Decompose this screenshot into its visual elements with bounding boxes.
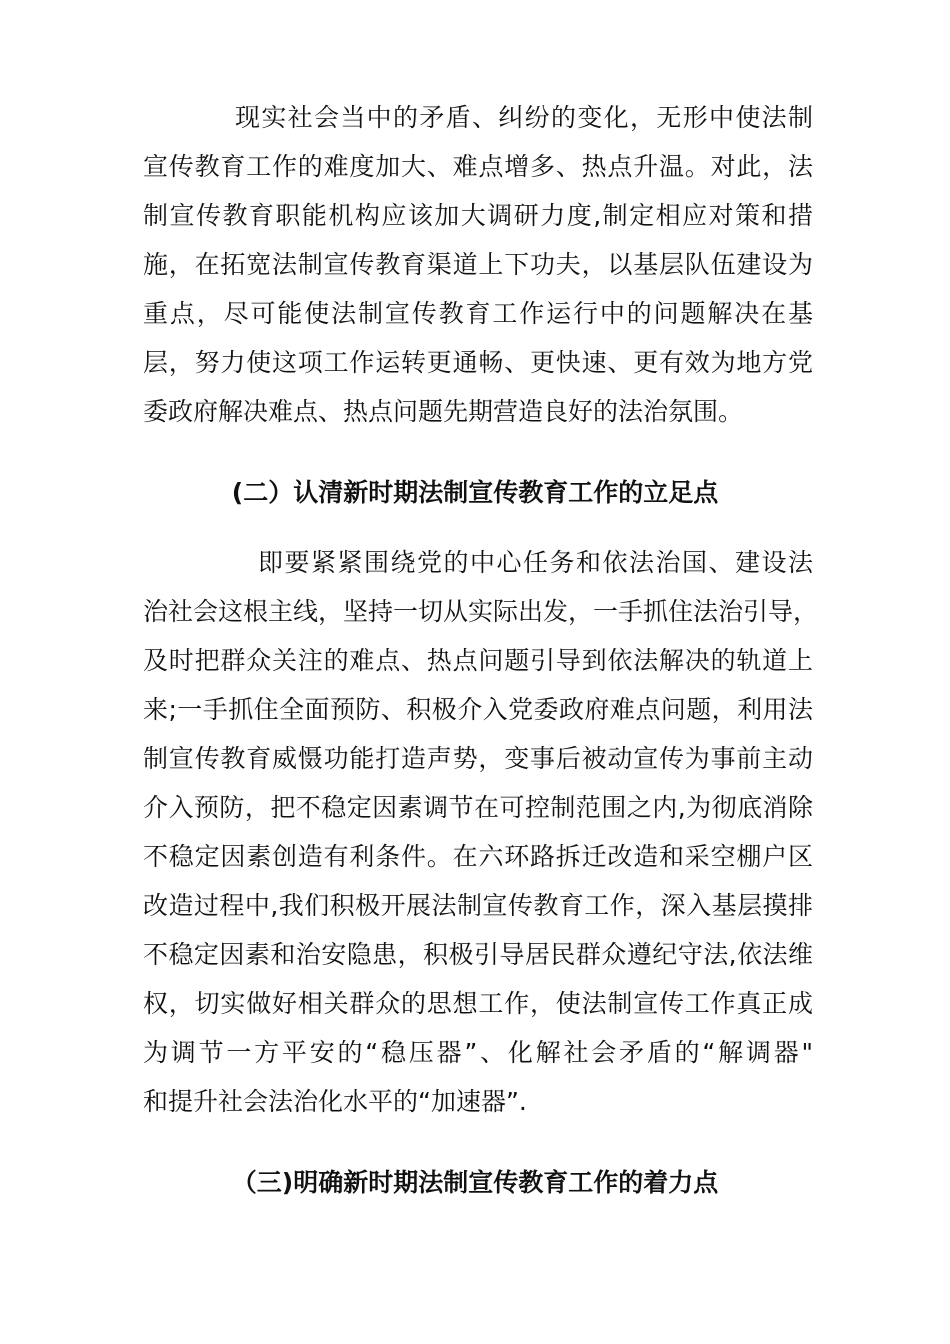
paragraph-1-line-4: 施，在拓宽法制宣传教育渠道上下功夫，以基层队伍建设为	[143, 250, 813, 279]
section-heading-3: （三)明确新时期法制宣传教育工作的着力点	[231, 1168, 719, 1197]
paragraph-2-line-1: 即要紧紧围绕党的中心任务和依法治国、建设法	[258, 548, 813, 577]
paragraph-1-line-7: 委政府解决难点、热点问题先期营造良好的法治氛围。	[143, 397, 744, 426]
paragraph-2-line-7: 不稳定因素创造有利条件。在六环路拆迁改造和采空棚户区	[143, 842, 813, 871]
paragraph-1-line-6: 层，努力使这项工作运转更通畅、更快速、更有效为地方党	[143, 348, 813, 377]
paragraph-1-line-5: 重点，尽可能使法制宣传教育工作运行中的问题解决在基	[143, 299, 813, 328]
paragraph-1-line-2: 宣传教育工作的难度加大、难点增多、热点升温。对此，法	[143, 152, 813, 181]
paragraph-2-line-5: 制宣传教育威慑功能打造声势，变事后被动宣传为事前主动	[143, 744, 813, 773]
paragraph-2-line-6: 介入预防，把不稳定因素调节在可控制范围之内,为彻底消除	[143, 793, 813, 822]
paragraph-2-line-8: 改造过程中,我们积极开展法制宣传教育工作，深入基层摸排	[143, 891, 813, 920]
paragraph-1-line-1: 现实社会当中的矛盾、纠纷的变化，无形中使法制	[235, 103, 813, 132]
paragraph-2-line-2: 治社会这根主线，坚持一切从实际出发，一手抓住法治引导，	[143, 597, 819, 626]
section-heading-2: (二）认清新时期法制宣传教育工作的立足点	[231, 478, 719, 507]
paragraph-2-line-4: 来;一手抓住全面预防、积极介入党委政府难点问题，利用法	[143, 695, 813, 724]
paragraph-2-line-11: 为调节一方平安的“稳压器”、化解社会矛盾的“解调器"	[143, 1038, 813, 1067]
paragraph-2-line-9: 不稳定因素和治安隐患，积极引导居民群众遵纪守法,依法维	[143, 940, 813, 969]
paragraph-2-line-12: 和提升社会法治化水平的“加速器”.	[143, 1087, 527, 1116]
paragraph-1-line-3: 制宣传教育职能机构应该加大调研力度,制定相应对策和措	[143, 201, 813, 230]
paragraph-2-line-3: 及时把群众关注的难点、热点问题引导到依法解决的轨道上	[143, 646, 813, 675]
paragraph-2-line-10: 权，切实做好相关群众的思想工作，使法制宣传工作真正成	[143, 989, 813, 1018]
